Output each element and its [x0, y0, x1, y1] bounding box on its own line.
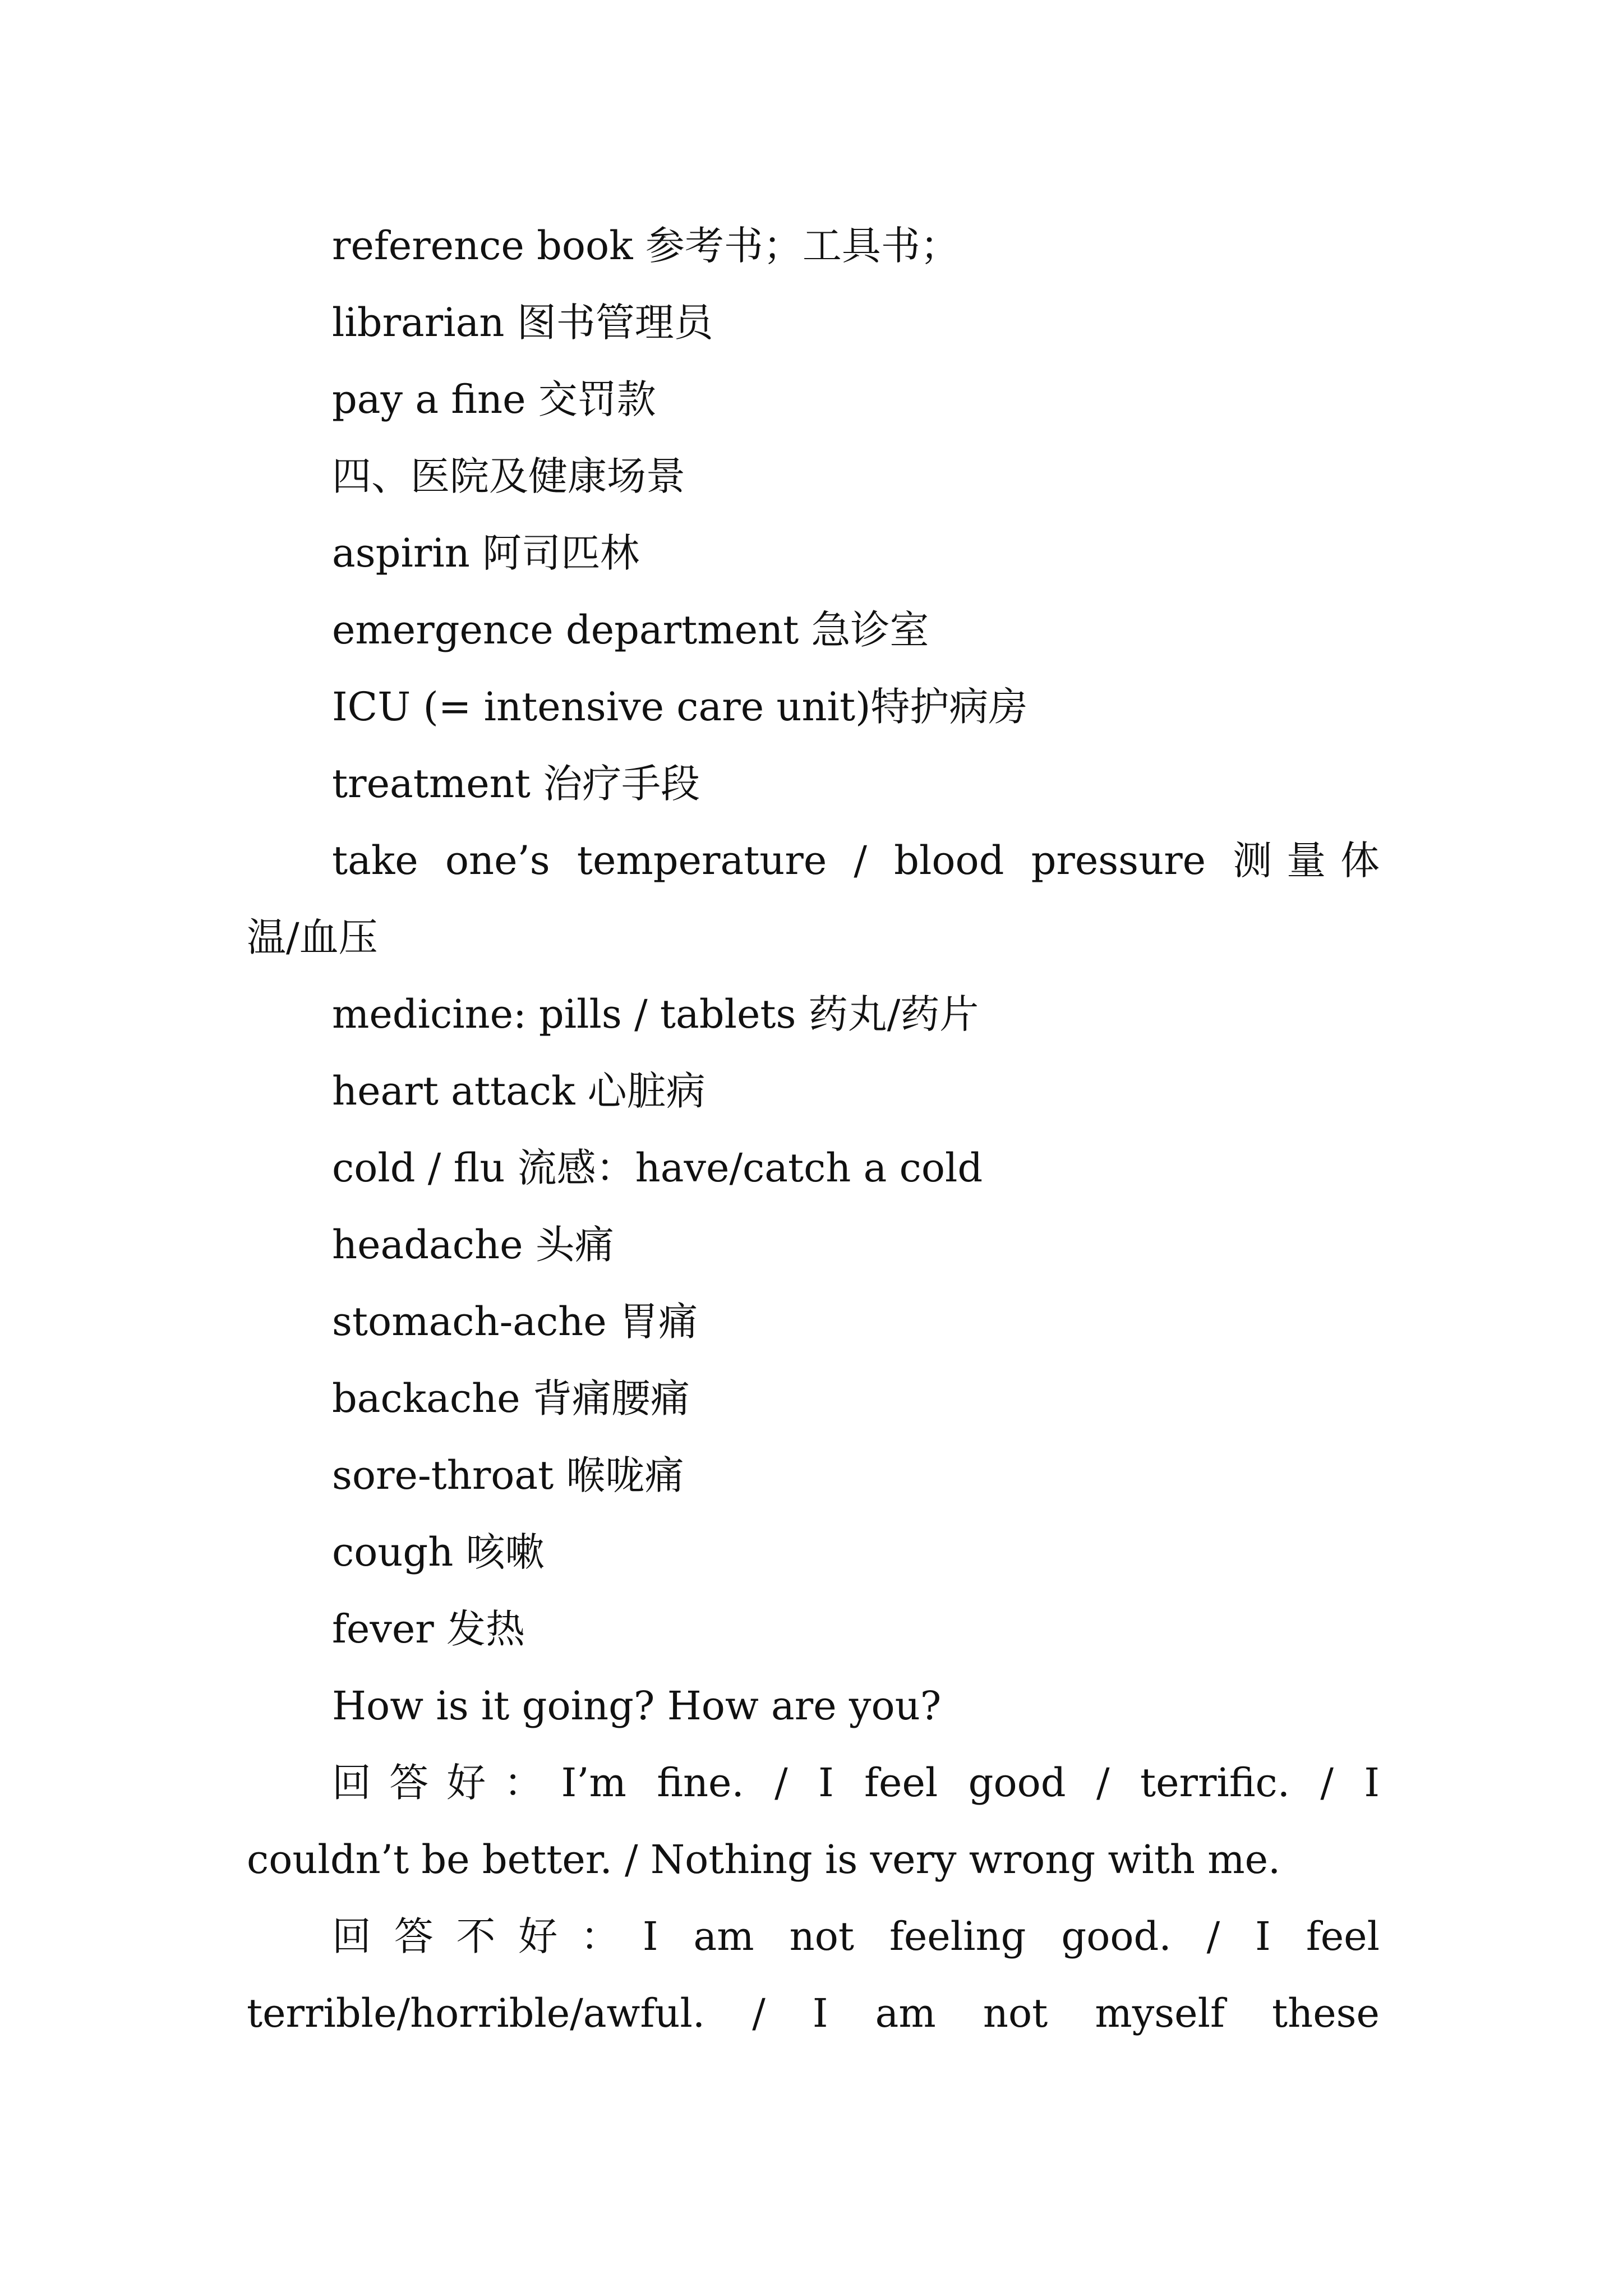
vocab-line-icu: ICU (= intensive care unit)特护病房 [332, 684, 1028, 730]
phrase-line-bad-answer: 回答不好：I am not feeling good. / I feel [332, 1913, 1380, 1959]
vocab-line-cough: cough 咳嗽 [332, 1529, 545, 1575]
vocab-line-librarian: librarian 图书管理员 [332, 300, 713, 346]
vocab-line-sore-throat: sore-throat 喉咙痛 [332, 1452, 684, 1498]
vocab-line-medicine: medicine: pills / tablets 药丸/药片 [332, 991, 979, 1037]
phrase-line-how-is-it-going: How is it going? How are you? [332, 1683, 942, 1729]
vocab-line-fever: fever 发热 [332, 1606, 525, 1652]
vocab-line-heart-attack: heart attack 心脏病 [332, 1068, 706, 1114]
phrase-line-good-answer: 回答好：I’m fine. / I feel good / terrific. / I [332, 1760, 1380, 1806]
phrase-line-bad-answer-cont: terrible/horrible/awful. / I am not myself these [247, 1990, 1380, 2036]
vocab-line-treatment: treatment 治疗手段 [332, 761, 700, 807]
vocab-line-aspirin: aspirin 阿司匹林 [332, 530, 640, 576]
vocab-line-temperature-cont: 温/血压 [247, 914, 378, 960]
vocab-line-reference-book: reference book 参考书；工具书； [332, 223, 960, 269]
vocab-line-cold-flu: cold / flu 流感：have/catch a cold [332, 1145, 983, 1191]
document-body [247, 208, 1380, 2052]
vocab-line-pay-a-fine: pay a fine 交罚款 [332, 376, 656, 422]
vocab-line-temperature: take one’s temperature / blood pressure 测量体 [332, 838, 1380, 884]
phrase-line-good-answer-cont: couldn’t be better. / Nothing is very wrong with me. [247, 1837, 1281, 1883]
section-heading-hospital: 四、医院及健康场景 [332, 453, 685, 499]
vocab-line-headache: headache 头痛 [332, 1222, 614, 1268]
vocab-line-emergence-department: emergence department 急诊室 [332, 607, 929, 653]
vocab-line-backache: backache 背痛腰痛 [332, 1375, 690, 1421]
vocab-line-stomach-ache: stomach-ache 胃痛 [332, 1299, 698, 1345]
